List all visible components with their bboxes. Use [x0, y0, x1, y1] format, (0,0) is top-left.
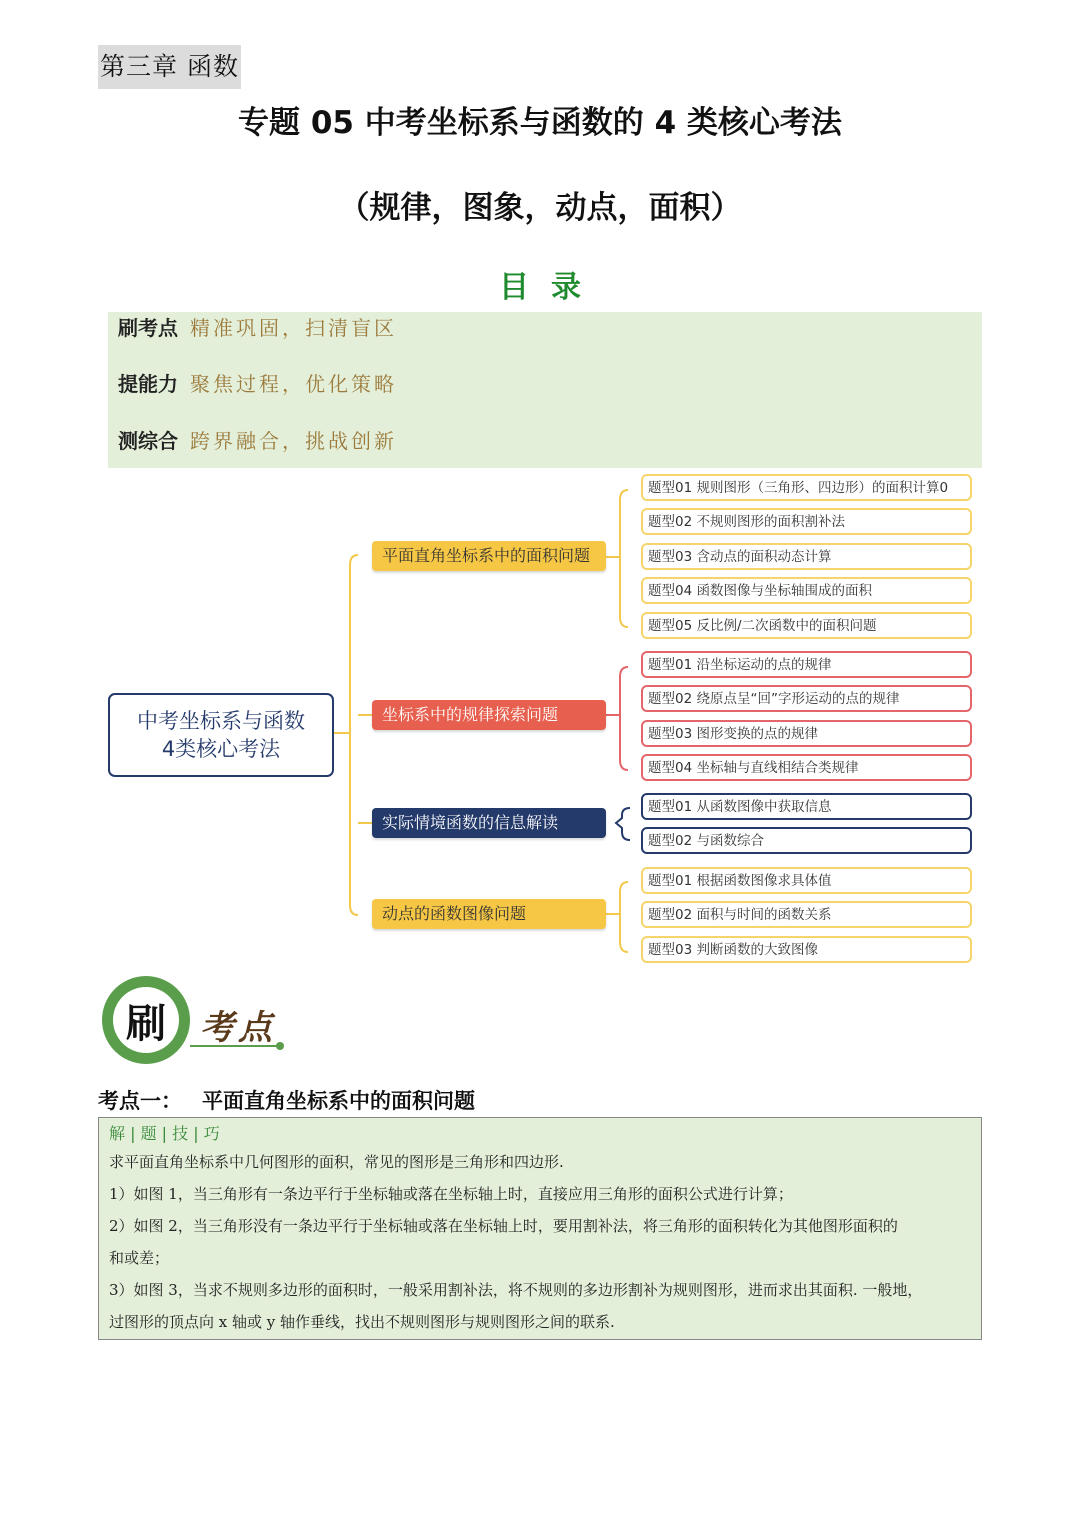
mindmap-category[interactable]: 坐标系中的规律探索问题 — [372, 700, 606, 730]
mindmap-leaf[interactable]: 题型03 图形变换的点的规律 — [641, 720, 972, 747]
mindmap-category[interactable]: 动点的函数图像问题 — [372, 899, 606, 929]
tip-line: 2）如图 2，当三角形没有一条边平行于坐标轴或落在坐标轴上时，要用割补法，将三角形的面积转化为其他图形面积的 — [109, 1217, 898, 1235]
tip-line: 1）如图 1，当三角形有一条边平行于坐标轴或落在坐标轴上时，直接应用三角形的面积公式进行计算； — [109, 1185, 793, 1203]
mindmap-root-line2: 4类核心考法 — [161, 737, 281, 761]
tips-header: 解 | 题 | 技 | 巧 — [109, 1124, 220, 1143]
mindmap-leaf[interactable]: 题型05 反比例/二次函数中的面积问题 — [641, 612, 972, 639]
mindmap-category[interactable]: 实际情境函数的信息解读 — [372, 808, 606, 838]
page-subtitle: （规律，图象，动点，面积） — [338, 190, 742, 226]
kaodian-title: 平面直角坐标系中的面积问题 — [202, 1089, 475, 1113]
mindmap-leaf[interactable]: 题型01 从函数图像中获取信息 — [641, 793, 972, 820]
kaodian-heading — [98, 1085, 475, 1115]
mindmap-root-line1: 中考坐标系与函数 — [137, 709, 305, 733]
mindmap-leaf[interactable]: 题型04 坐标轴与直线相结合类规律 — [641, 754, 972, 781]
toc-title: 目录 — [499, 270, 603, 305]
mindmap-leaf[interactable]: 题型02 与函数综合 — [641, 827, 972, 854]
mindmap-root — [108, 693, 334, 777]
tip-line: 和或差； — [109, 1249, 170, 1267]
mindmap-category[interactable]: 平面直角坐标系中的面积问题 — [372, 541, 606, 571]
toc-item-key: 测综合 — [118, 429, 178, 453]
chapter-label: 第三章 函数 — [98, 45, 241, 89]
badge-dot — [276, 1042, 284, 1050]
mindmap-leaf[interactable]: 题型04 函数图像与坐标轴围成的面积 — [641, 577, 972, 604]
mindmap-leaf[interactable]: 题型01 沿坐标运动的点的规律 — [641, 651, 972, 678]
mindmap-leaf[interactable]: 题型02 不规则图形的面积割补法 — [641, 508, 972, 535]
page-title: 专题 05 中考坐标系与函数的 4 类核心考法 — [238, 105, 842, 141]
mindmap-leaf[interactable]: 题型01 规则图形（三角形、四边形）的面积计算0 — [641, 474, 972, 501]
toc-item-value: 跨界融合，挑战创新 — [190, 429, 397, 453]
tip-line: 求平面直角坐标系中几何图形的面积，常见的图形是三角形和四边形. — [109, 1153, 564, 1171]
mindmap-leaf[interactable]: 题型03 含动点的面积动态计算 — [641, 543, 972, 570]
section-badge-icon — [102, 976, 190, 1064]
toc-item-key: 提能力 — [118, 372, 178, 396]
mindmap-leaf[interactable]: 题型03 判断函数的大致图像 — [641, 936, 972, 963]
mindmap-leaf[interactable]: 题型02 绕原点呈“回”字形运动的点的规律 — [641, 685, 972, 712]
badge-text: 考点 — [200, 1008, 276, 1048]
tip-line: 过图形的顶点向 x 轴或 y 轴作垂线，找出不规则图形与规则图形之间的联系. — [109, 1313, 615, 1331]
toc-item-key: 刷考点 — [118, 316, 178, 340]
mindmap-leaf[interactable]: 题型01 根据函数图像求具体值 — [641, 867, 972, 894]
kaodian-label: 考点一： — [98, 1089, 182, 1113]
toc-item-value: 精准巩固，扫清盲区 — [190, 316, 397, 340]
mindmap-leaf[interactable]: 题型02 面积与时间的函数关系 — [641, 901, 972, 928]
tip-line: 3）如图 3，当求不规则多边形的面积时，一般采用割补法，将不规则的多边形割补为规则图形，进而求出其面积. 一般地， — [109, 1281, 923, 1299]
tips-box — [98, 1117, 982, 1340]
badge-char: 刷 — [113, 987, 179, 1053]
toc-item-value: 聚焦过程，优化策略 — [190, 372, 397, 396]
